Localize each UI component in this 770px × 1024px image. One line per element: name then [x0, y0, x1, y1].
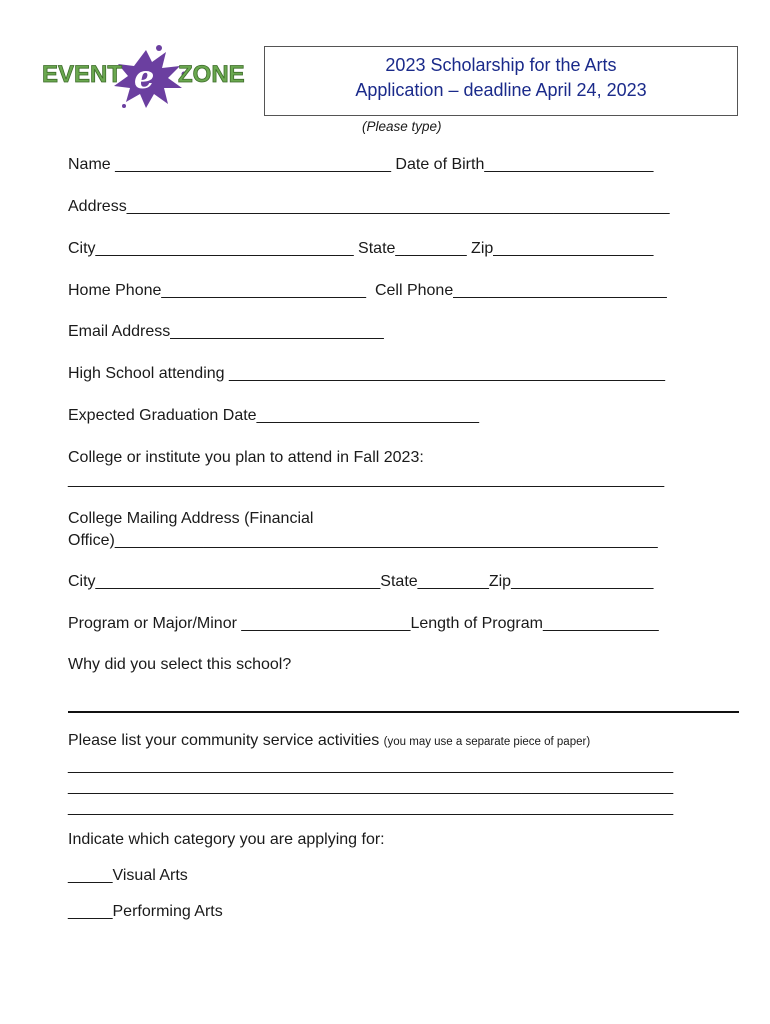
logo-event-text: EVENT — [42, 61, 123, 88]
email-field[interactable]: Email Address________________________ — [68, 323, 384, 340]
name-dob-field[interactable]: Name _______________________________ Date of Birth___________________ — [68, 156, 654, 173]
city-state-zip-field[interactable]: City_____________________________ State________ Zip__________________ — [68, 240, 654, 257]
category-question: Indicate which category you are applying for: — [68, 831, 385, 848]
service-question — [68, 731, 590, 752]
please-type-note: (Please type) — [362, 119, 442, 134]
phone-fields[interactable]: Home Phone_______________________ Cell Phone________________________ — [68, 282, 667, 299]
category-visual-arts[interactable]: _____Visual Arts — [68, 867, 188, 884]
address-field[interactable]: Address_____________________________________________________________ — [68, 198, 670, 215]
title-box — [264, 46, 738, 116]
why-answer-line[interactable] — [68, 711, 739, 713]
title-line-2: Application – deadline April 24, 2023 — [355, 80, 647, 100]
event-zone-logo — [42, 44, 252, 110]
service-line[interactable]: ____________________________________________________________________ — [68, 799, 674, 816]
why-question: Why did you select this school? — [68, 656, 292, 673]
college-question: College or institute you plan to attend in Fall 2023: — [68, 449, 424, 466]
college-city-state-zip-field[interactable]: City________________________________State________Zip________________ — [68, 573, 654, 590]
title-line-1: 2023 Scholarship for the Arts — [385, 55, 617, 75]
logo-zone-text: ZONE — [178, 61, 245, 88]
mailing-address-field[interactable]: Office)_____________________________________________________________ — [68, 532, 658, 549]
high-school-field[interactable]: High School attending _________________________________________________ — [68, 365, 666, 382]
graduation-date-field[interactable]: Expected Graduation Date_________________________ — [68, 407, 480, 424]
service-line[interactable]: ____________________________________________________________________ — [68, 757, 674, 774]
service-note: (you may use a separate piece of paper) — [383, 736, 591, 748]
college-field[interactable]: ___________________________________________________________________ — [68, 471, 665, 488]
service-line[interactable]: ____________________________________________________________________ — [68, 778, 674, 795]
service-question-text: Please list your community service activities — [68, 732, 380, 749]
program-field[interactable]: Program or Major/Minor ___________________Length of Program_____________ — [68, 615, 659, 632]
category-performing-arts[interactable]: _____Performing Arts — [68, 903, 223, 920]
logo-e-text: e — [134, 58, 155, 96]
mailing-address-label: College Mailing Address (Financial — [68, 510, 314, 527]
